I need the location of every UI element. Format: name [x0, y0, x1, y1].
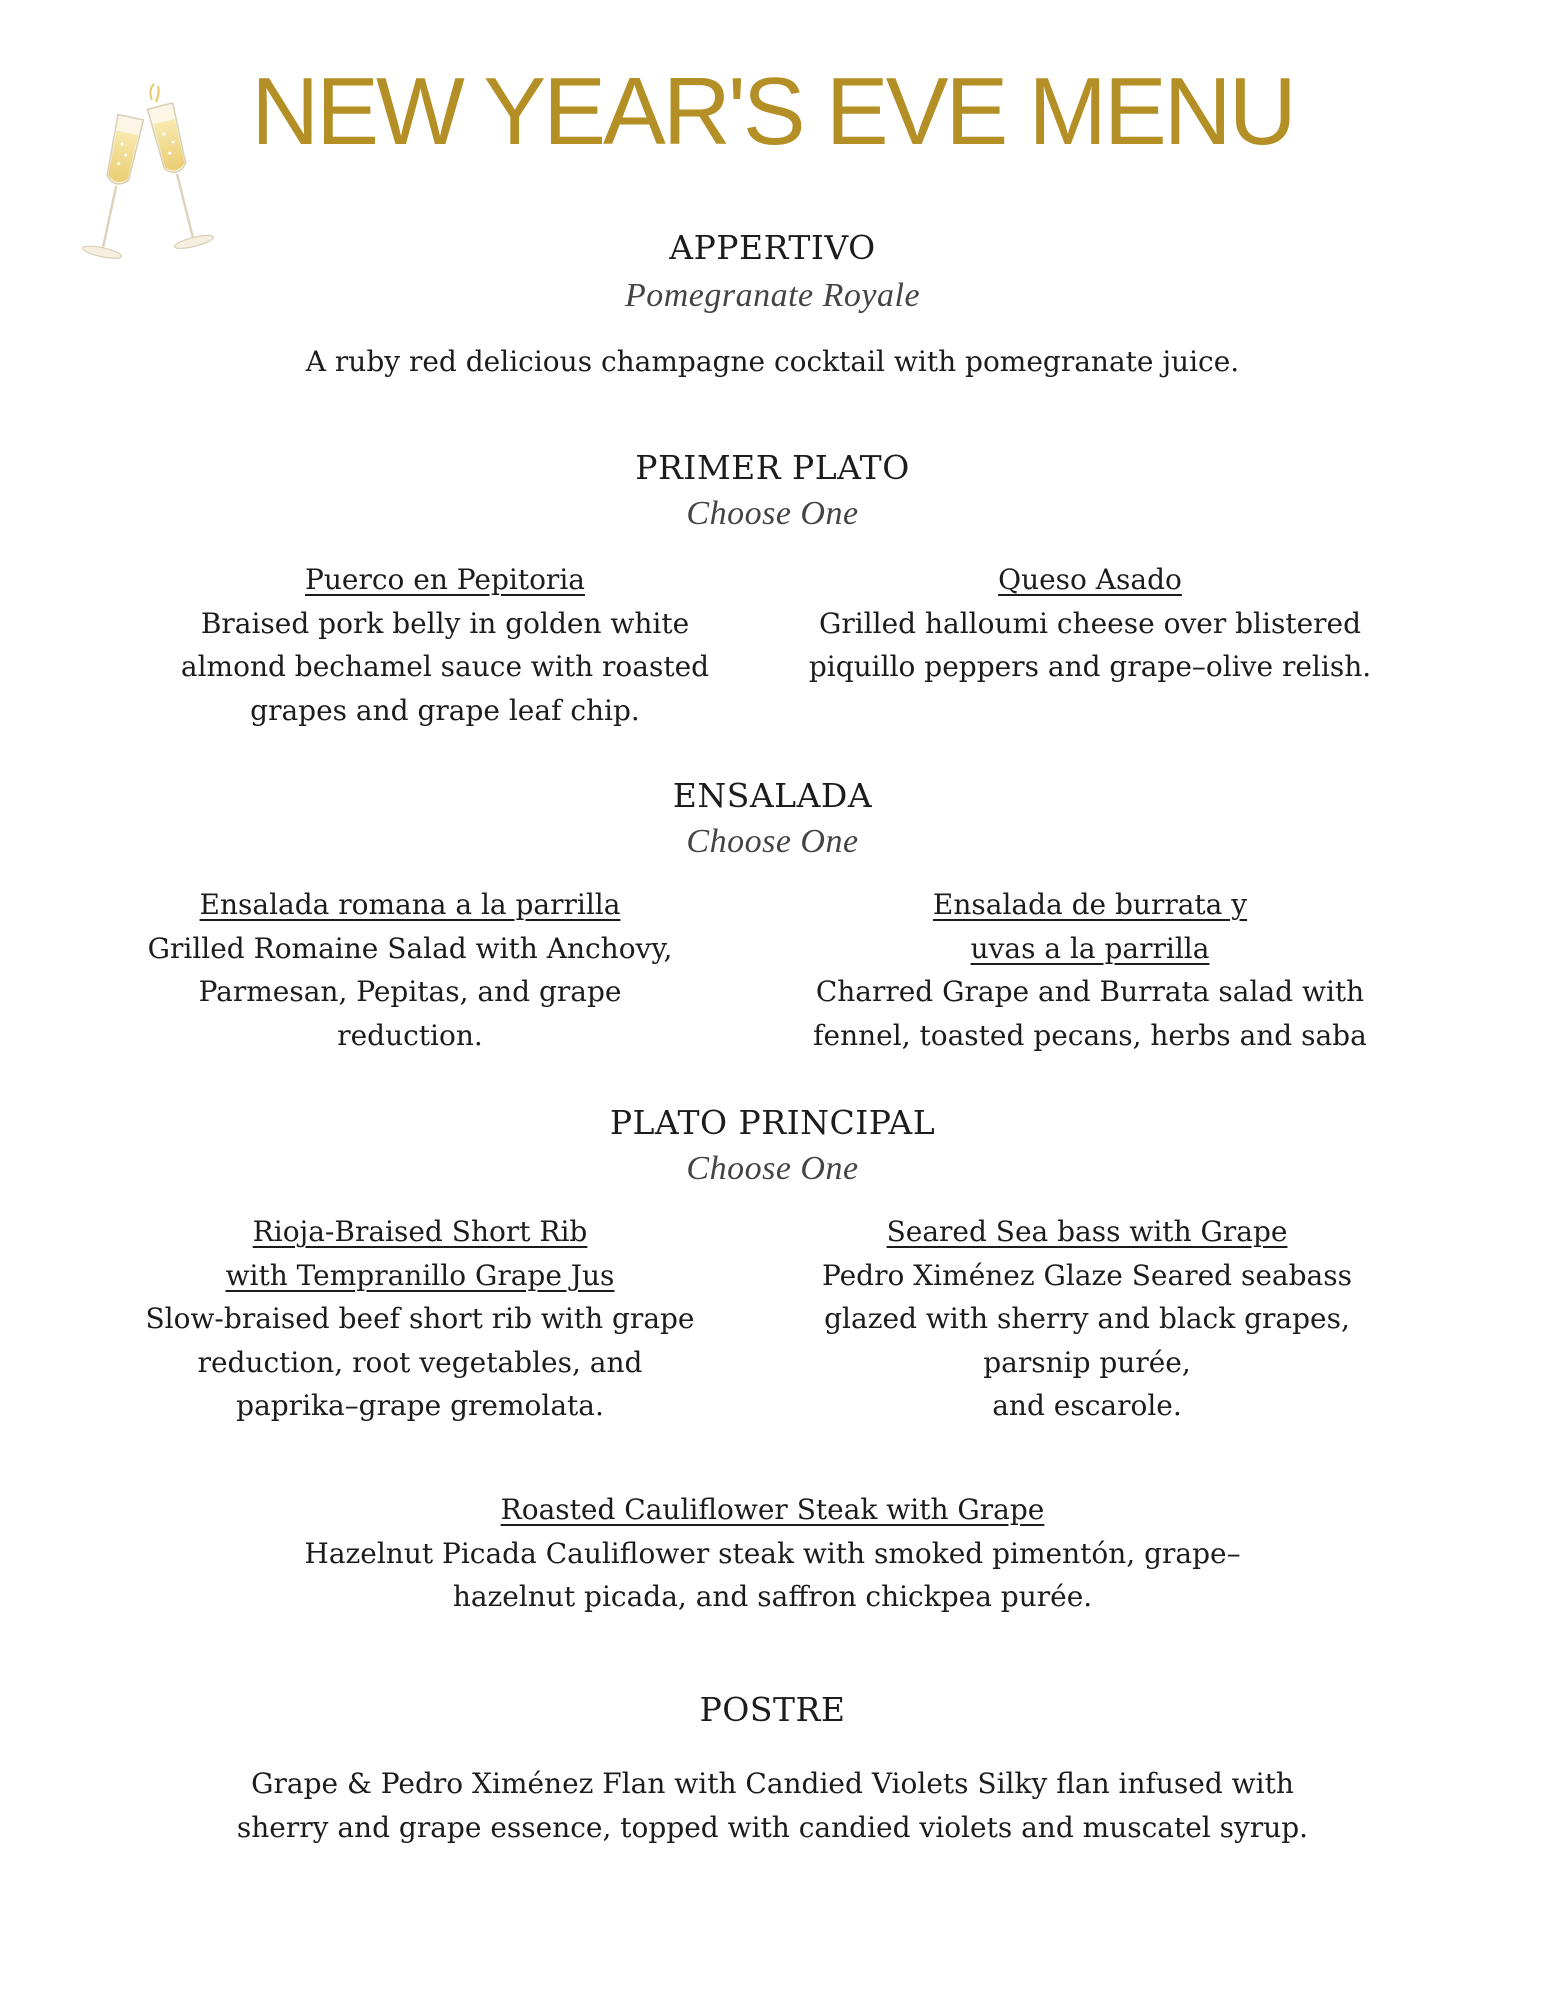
- dish-description-line: Hazelnut Picada Cauliflower steak with smoked pimentón, grape–: [304, 1536, 1241, 1570]
- dish-description-line: paprika–grape gremolata.: [236, 1389, 604, 1422]
- dish-description-line: hazelnut picada, and saffron chickpea purée.: [452, 1580, 1093, 1613]
- appertivo-drink-name: Pomegranate Royale: [624, 277, 921, 314]
- dish-description-line: and escarole.: [992, 1389, 1182, 1422]
- ensalada-left-item: [95, 883, 725, 1057]
- plato-principal-note: Choose One: [686, 1150, 859, 1187]
- appertivo-heading: APPERTIVO: [669, 228, 876, 267]
- dish-name: Roasted Cauliflower Steak with Grape: [500, 1493, 1045, 1526]
- dish-description-line: almond bechamel sauce with roasted: [180, 650, 710, 683]
- dish-description-line: Pedro Ximénez Glaze Seared seabass: [822, 1258, 1352, 1292]
- dish-description-line: Grilled Romaine Salad with Anchovy,: [147, 931, 673, 965]
- dish-name: with Tempranillo Grape Jus: [225, 1258, 615, 1292]
- dish-description-line: piquillo peppers and grape–olive relish.: [808, 650, 1372, 683]
- dish-description-line: Grilled halloumi cheese over blistered: [818, 606, 1362, 640]
- dish-description-line: glazed with sherry and black grapes,: [824, 1302, 1350, 1335]
- dish-name: Seared Sea bass with Grape: [886, 1215, 1288, 1248]
- dish-name: Puerco en Pepitoria: [305, 563, 585, 596]
- primer-plato-note: Choose One: [686, 495, 859, 532]
- primer-plato-left-item: [130, 558, 760, 732]
- plato-principal-left-item: [105, 1210, 735, 1428]
- dish-description-line: reduction, root vegetables, and: [197, 1345, 643, 1379]
- dish-description-line: grapes and grape leaf chip.: [250, 693, 640, 727]
- postre-item: [0, 1762, 1545, 1849]
- plato-principal-right-item: [772, 1210, 1402, 1428]
- dish-description-line: Braised pork belly in golden white: [200, 606, 690, 640]
- plato-principal-heading: PLATO PRINCIPAL: [609, 1103, 936, 1142]
- primer-plato-right-item: [775, 558, 1405, 689]
- dish-description-line: fennel, toasted pecans, herbs and saba: [813, 1018, 1367, 1052]
- dish-description-line: reduction.: [337, 1018, 483, 1052]
- dish-description-line: parsnip purée,: [983, 1345, 1191, 1379]
- ensalada-note: Choose One: [686, 823, 859, 860]
- ensalada-right-item: [775, 883, 1405, 1057]
- postre-heading: POSTRE: [699, 1690, 846, 1729]
- dish-name: Queso Asado: [998, 563, 1182, 596]
- dish-description-line: Charred Grape and Burrata salad with: [815, 975, 1365, 1008]
- dish-name: Ensalada de burrata y: [932, 888, 1248, 921]
- primer-plato-heading: PRIMER PLATO: [635, 448, 910, 487]
- dish-description-line: Parmesan, Pepitas, and grape: [198, 975, 622, 1008]
- dish-description-line: sherry and grape essence, topped with candied violets and muscatel syrup.: [236, 1810, 1309, 1844]
- dish-name: uvas a la parrilla: [970, 931, 1210, 965]
- dish-description-line: Slow-braised beef short rib with grape: [145, 1302, 695, 1335]
- dish-description-line: Grape & Pedro Ximénez Flan with Candied Violets Silky flan infused with: [251, 1767, 1294, 1800]
- plato-principal-center-item: [0, 1488, 1545, 1619]
- page-title: NEW YEAR'S EVE MENU: [251, 58, 1294, 165]
- appertivo-description: A ruby red delicious champagne cocktail with pomegranate juice.: [305, 345, 1240, 378]
- dish-name: Ensalada romana a la parrilla: [199, 888, 621, 921]
- dish-name: Rioja-Braised Short Rib: [252, 1215, 588, 1248]
- ensalada-heading: ENSALADA: [672, 776, 873, 815]
